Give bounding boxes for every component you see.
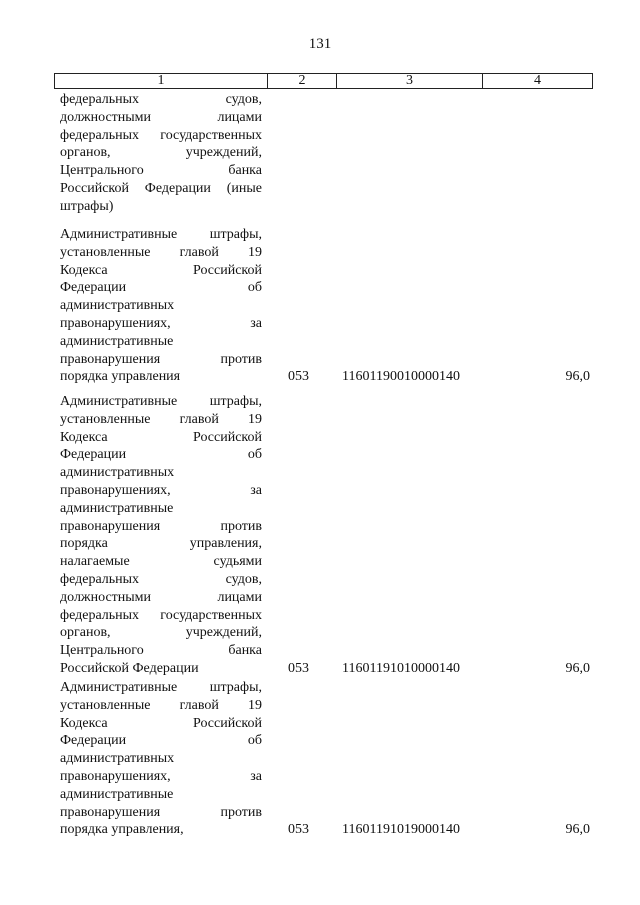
description-line: федеральных государственных — [60, 607, 262, 623]
row-description — [60, 226, 262, 386]
description-line: административных — [60, 298, 175, 314]
description-line: правонарушениях, за — [60, 315, 262, 331]
description-line: установленные главой 19 — [60, 697, 262, 713]
table-row — [60, 226, 590, 386]
description-line: правонарушениях, за — [60, 768, 262, 784]
description-line: административных — [60, 465, 175, 481]
amount: 96,0 — [565, 822, 590, 838]
description-line: органов, учреждений, — [60, 145, 262, 161]
description-line: должностными лицами — [60, 589, 262, 605]
description-line: Федерации об — [60, 733, 262, 749]
budget-code: 11601191019000140 — [342, 822, 460, 838]
header-col-4: 4 — [483, 74, 593, 89]
description-line: правонарушения против — [60, 804, 262, 820]
description-line: правонарушения против — [60, 518, 262, 534]
description-line: порядка управления, — [60, 822, 184, 838]
amount: 96,0 — [565, 369, 590, 385]
description-line: Административные штрафы, — [60, 680, 262, 695]
header-col-3: 3 — [337, 74, 483, 89]
description-line: Административные штрафы, — [60, 227, 262, 242]
description-line: административных — [60, 751, 175, 767]
description-line: Федерации об — [60, 280, 262, 296]
description-line: налагаемые судьями — [60, 554, 262, 570]
description-line: штрафы) — [60, 198, 114, 214]
description-line: федеральных судов, — [60, 92, 262, 107]
admin-code: 053 — [288, 822, 309, 838]
description-line: Российской Федерации (иные — [60, 180, 262, 196]
description-line: должностными лицами — [60, 109, 262, 125]
description-line: Центрального банка — [60, 643, 262, 659]
description-line: Кодекса Российской — [60, 429, 262, 445]
header-col-2: 2 — [268, 74, 337, 89]
admin-code: 053 — [288, 661, 309, 676]
description-line: установленные главой 19 — [60, 244, 262, 260]
header-col-1: 1 — [55, 74, 268, 89]
description-line: административные — [60, 333, 174, 349]
description-line: федеральных государственных — [60, 127, 262, 143]
description-line: административные — [60, 786, 174, 802]
description-line: установленные главой 19 — [60, 411, 262, 427]
description-line: Административные штрафы, — [60, 394, 262, 409]
description-line: Российской Федерации — [60, 660, 199, 676]
page-number: 131 — [308, 36, 332, 52]
description-line: Центрального банка — [60, 163, 262, 179]
description-line: Кодекса Российской — [60, 262, 262, 278]
description-line: Федерации об — [60, 447, 262, 463]
amount: 96,0 — [565, 661, 590, 676]
table-row — [60, 679, 590, 839]
table-row — [60, 393, 590, 678]
budget-code: 11601190010000140 — [342, 369, 460, 385]
description-line: порядка управления, — [60, 536, 262, 552]
description-line: правонарушениях, за — [60, 482, 262, 498]
table-header — [54, 73, 593, 89]
budget-code: 11601191010000140 — [342, 661, 460, 676]
description-line: порядка управления — [60, 369, 181, 385]
row-description — [60, 393, 262, 678]
row-description — [60, 91, 262, 216]
description-line: Кодекса Российской — [60, 715, 262, 731]
description-line: федеральных судов, — [60, 571, 262, 587]
table-row — [60, 91, 590, 216]
description-line: административные — [60, 500, 174, 516]
admin-code: 053 — [288, 369, 309, 385]
description-line: органов, учреждений, — [60, 625, 262, 641]
row-description — [60, 679, 262, 839]
description-line: правонарушения против — [60, 351, 262, 367]
